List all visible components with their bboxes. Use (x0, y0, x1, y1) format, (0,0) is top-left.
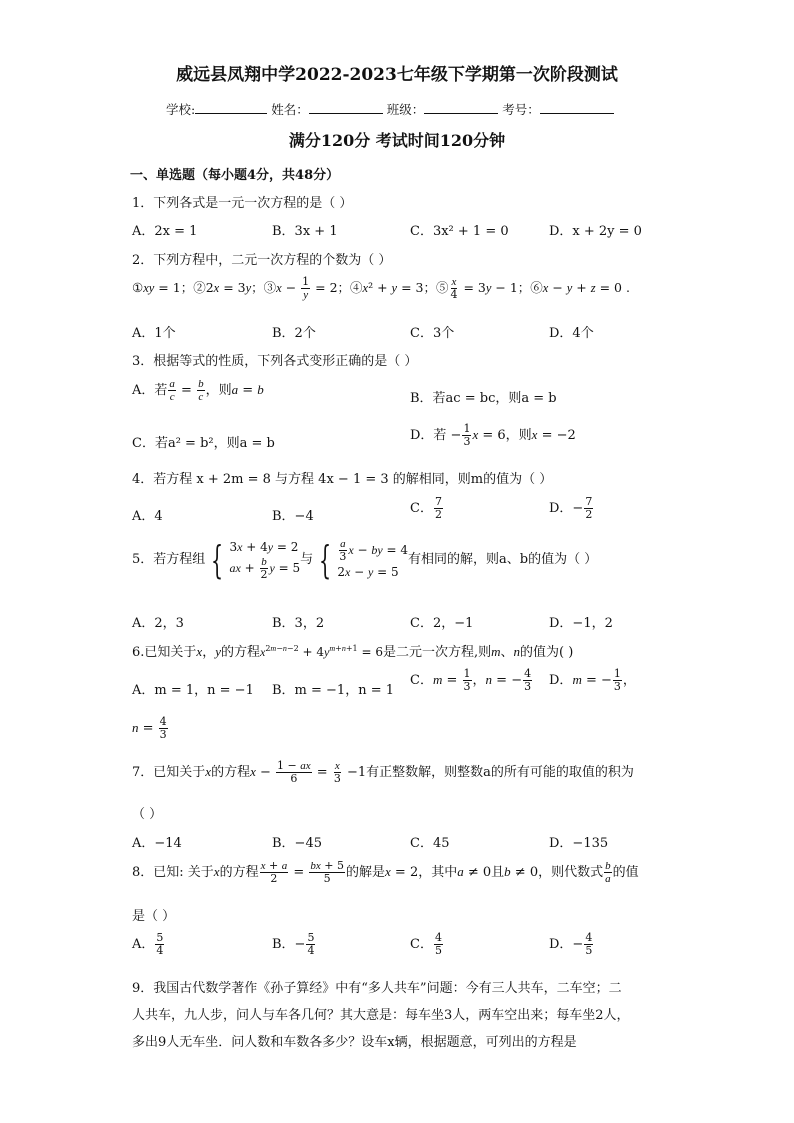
q4-stem: 4．若方程 x + 2m = 8 与方程 4x − 1 = 3 的解相同，则m的值为（ ） (132, 472, 553, 487)
q7-option-b[interactable]: B．−45 (272, 836, 322, 851)
q1-stem: 1．下列各式是一元一次方程的是（ ） (132, 196, 353, 211)
q8-stem: 8．已知: 关于x的方程 $\frac{x + a}{2}$ = $\frac{bx + 5}{5}$ 的解是x = 2，其中a ≠ 0且b ≠ 0，则代数式 $\frac{b}{a}$ 的值 (132, 859, 639, 885)
q6-option-d[interactable]: D．m = − $\frac{1}{3}$ ， (549, 667, 636, 693)
q3-option-b[interactable]: B．若ac = bc，则a = b (410, 391, 557, 406)
exam-title: 威远县凤翔中学2022-2023七年级下学期第一次阶段测试 (176, 65, 618, 85)
name-label: 姓名： (271, 102, 309, 117)
q4-option-b[interactable]: B．−4 (272, 509, 314, 524)
q6-option-b[interactable]: B．m = −1，n = 1 (272, 683, 395, 698)
q8-option-d[interactable]: D．− $\frac{4}{5}$ (549, 931, 593, 957)
class-blank[interactable] (424, 101, 498, 114)
q2-stem: 2．下列方程中，二元一次方程的个数为（ ） (132, 253, 392, 268)
q2-option-c[interactable]: C．3个 (410, 326, 455, 341)
q1-option-a[interactable]: A．2x = 1 (132, 224, 198, 239)
exam-number-blank[interactable] (540, 101, 614, 114)
q6-option-a[interactable]: A．m = 1，n = −1 (132, 683, 254, 698)
q1-option-d[interactable]: D．x + 2y = 0 (549, 224, 642, 239)
q5-option-b[interactable]: B．3，2 (272, 616, 325, 631)
q5-option-a[interactable]: A．2，3 (132, 616, 184, 631)
q2-option-d[interactable]: D．4个 (549, 326, 594, 341)
q7-option-c[interactable]: C．45 (410, 836, 450, 851)
q6-option-d-cont: n = $\frac{4}{3}$ (132, 715, 167, 741)
q7-option-d[interactable]: D．−135 (549, 836, 609, 851)
school-blank[interactable] (195, 101, 267, 114)
section-heading: 一、单选题（每小题4分，共48分） (130, 168, 340, 183)
q1-option-c[interactable]: C．3x² + 1 = 0 (410, 224, 509, 239)
q2-option-a[interactable]: A．1个 (132, 326, 176, 341)
q4-option-d[interactable]: D．− $\frac{7}{2}$ (549, 495, 593, 521)
q2-option-b[interactable]: B．2个 (272, 326, 316, 341)
q9-line1: 9．我国古代数学著作《孙子算经》中有“多人共车”问题：今有三人共车，二车空；二 (132, 981, 622, 996)
q8-stem-tail: 的值 (612, 865, 639, 880)
q5-option-d[interactable]: D．−1，2 (549, 616, 613, 631)
q2-equations: ①xy = 1；②2x = 3y；③x − $\frac{1}{y}$ = 2；④x² + y = 3；⑤ $\frac{x}{4}$ = 3y − 1；⑥x − y + z = 0 . (132, 275, 630, 301)
q3-stem: 3．根据等式的性质，下列各式变形正确的是（ ） (132, 354, 418, 369)
q9-line2: 人共车，九人步，问人与车各几何？其大意是：每车坐3人，两车空出来；每车坐2人， (132, 1008, 630, 1023)
q7-paren: （ ） (132, 807, 163, 822)
q3-option-a[interactable]: A．若 $\frac{a}{c}$ = $\frac{b}{c}$ ，则a = b (132, 378, 264, 403)
q6-stem: 6.已知关于x，y的方程$x^{2m-n-2} + 4y^{m+n+1} = 6$是二元一次方程,则m、n的值为( ) (132, 644, 574, 660)
q4-option-c[interactable]: C． $\frac{7}{2}$ (410, 495, 442, 521)
exam-subtitle: 满分120分 考试时间120分钟 (288, 131, 506, 150)
q7-stem: 7．已知关于x的方程x − $\frac{1 - ax}{6}$ = $\frac{x}{3}$ −1有正整数解，则整数a的所有可能的取值的积为 (132, 759, 634, 785)
exam-number-label: 考号： (502, 102, 540, 117)
q3-option-c[interactable]: C．若a² = b²，则a = b (132, 436, 275, 451)
q9-line3: 多出9人无车坐．问人数和车数各多少？设车x辆，根据题意，可列出的方程是 (132, 1035, 577, 1050)
school-label: 学校: (166, 102, 196, 117)
student-info-line (166, 100, 614, 118)
class-label: 班级： (386, 102, 425, 117)
q7-stem-tail: 有正整数解，则整数a的所有可能的取值的积为 (366, 765, 634, 780)
q1-option-b[interactable]: B．3x + 1 (272, 224, 338, 239)
q4-option-a[interactable]: A．4 (132, 509, 163, 524)
q5-stem: 5．若方程组 { 3x + 4y = 2 ax + $\frac{b}{2}$ y = 5 与 { $\frac{a}{3}$ x − by = 4 2x − y = 5 有相同的解，则a、b的值为（ ） (132, 537, 598, 582)
q3-option-d[interactable]: D．若 − $\frac{1}{3}$ x = 6，则x = −2 (410, 422, 576, 448)
q8-option-a[interactable]: A． $\frac{5}{4}$ (132, 931, 164, 957)
q8-option-b[interactable]: B．− $\frac{5}{4}$ (272, 931, 315, 957)
q8-option-c[interactable]: C． $\frac{4}{5}$ (410, 931, 442, 957)
q5-option-c[interactable]: C．2，−1 (410, 616, 474, 631)
q7-option-a[interactable]: A．−14 (132, 836, 182, 851)
q8-stem-line2: 是（ ） (132, 909, 176, 924)
name-blank[interactable] (309, 101, 383, 114)
q6-option-c[interactable]: C．m = $\frac{1}{3}$ ，n = − $\frac{4}{3}$ (410, 667, 532, 693)
q5-stem-tail: 有相同的解，则a、b的值为（ ） (408, 552, 598, 567)
